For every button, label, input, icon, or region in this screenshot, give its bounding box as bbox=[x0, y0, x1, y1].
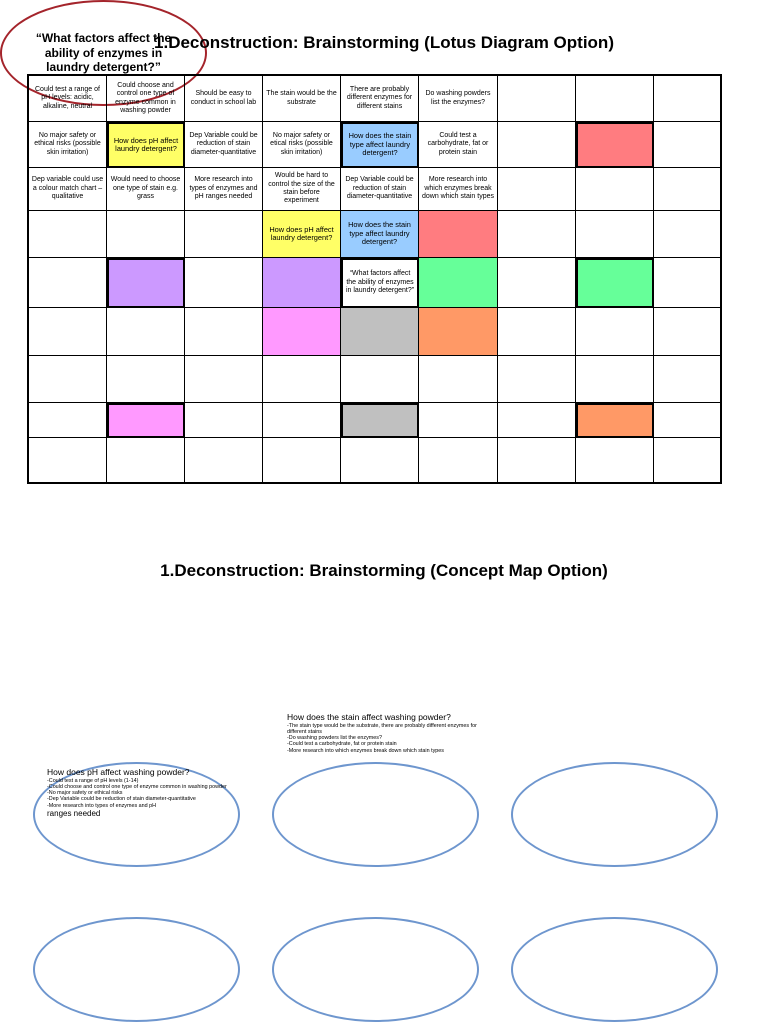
concept-map-title: 1.Deconstruction: Brainstorming (Concept Map Option) bbox=[160, 561, 608, 580]
lotus-cell bbox=[29, 403, 107, 438]
ph-note-line: -No major safety or ethical risks bbox=[47, 790, 123, 797]
lotus-cell bbox=[29, 308, 107, 356]
lotus-cell bbox=[576, 308, 654, 356]
lotus-grid bbox=[27, 74, 722, 484]
stain-note-title: How does the stain affect washing powder? bbox=[287, 712, 451, 722]
lotus-cell bbox=[576, 356, 654, 403]
ph-note-line: -More research into types of enzymes and pH bbox=[47, 802, 157, 809]
lotus-cell bbox=[263, 403, 341, 438]
lotus-cell bbox=[498, 438, 576, 482]
lotus-cell: Do washing powders list the enzymes? bbox=[419, 76, 498, 122]
lotus-cell bbox=[419, 211, 498, 258]
lotus-cell: No major safety or etical risks (possible skin irritation) bbox=[263, 122, 341, 168]
lotus-cell bbox=[107, 308, 185, 356]
lotus-cell bbox=[576, 403, 654, 438]
lotus-cell bbox=[576, 438, 654, 482]
stain-note-line: -More research into which enzymes break down which stain types bbox=[287, 747, 444, 754]
lotus-cell bbox=[29, 258, 107, 308]
lotus-cell bbox=[654, 438, 720, 482]
lotus-cell bbox=[263, 308, 341, 356]
lotus-cell bbox=[185, 356, 263, 403]
lotus-cell bbox=[654, 122, 720, 168]
lotus-cell: Would be hard to control the size of the stain before experiment bbox=[263, 168, 341, 211]
lotus-cell: Dep Variable could be reduction of stain diameter-quantitative bbox=[341, 168, 419, 211]
lotus-cell bbox=[498, 356, 576, 403]
lotus-cell: More research into types of enzymes and pH ranges needed bbox=[185, 168, 263, 211]
lotus-cell bbox=[654, 168, 720, 211]
lotus-cell: Could test a range of pH levels: acidic, alkaline, neutral bbox=[29, 76, 107, 122]
lotus-cell bbox=[263, 258, 341, 308]
lotus-cell bbox=[107, 438, 185, 482]
lotus-cell bbox=[498, 308, 576, 356]
ph-question-note bbox=[47, 768, 247, 818]
concept-oval-top-center bbox=[272, 762, 479, 867]
lotus-cell bbox=[341, 308, 419, 356]
lotus-cell: There are probably different enzymes for different stains bbox=[341, 76, 419, 122]
lotus-cell bbox=[107, 356, 185, 403]
stain-note-line: -Could test a carbohydrate, fat or protein stain bbox=[287, 741, 397, 748]
lotus-cell: Could test a carbohydrate, fat or protein stain bbox=[419, 122, 498, 168]
lotus-cell bbox=[654, 211, 720, 258]
lotus-cell: Could choose and control one type of enzyme common in washing powder bbox=[107, 76, 185, 122]
lotus-cell bbox=[341, 356, 419, 403]
lotus-cell bbox=[419, 403, 498, 438]
lotus-cell: Would need to choose one type of stain e.g. grass bbox=[107, 168, 185, 211]
lotus-cell bbox=[498, 403, 576, 438]
lotus-cell bbox=[576, 258, 654, 308]
lotus-cell bbox=[498, 76, 576, 122]
lotus-cell bbox=[498, 122, 576, 168]
lotus-cell bbox=[185, 308, 263, 356]
lotus-cell bbox=[185, 438, 263, 482]
lotus-title: 1.Deconstruction: Brainstorming (Lotus Diagram Option) bbox=[154, 33, 614, 52]
lotus-cell bbox=[498, 168, 576, 211]
lotus-cell bbox=[341, 438, 419, 482]
lotus-cell: How does the stain type affect laundry detergent? bbox=[341, 122, 419, 168]
ph-note-line: -Could test a range of pH levels (1-14) bbox=[47, 777, 139, 784]
lotus-cell: “What factors affect the ability of enzymes in laundry detergent?” bbox=[341, 258, 419, 308]
lotus-cell bbox=[185, 211, 263, 258]
lotus-cell bbox=[419, 356, 498, 403]
ph-note-line: ranges needed bbox=[47, 808, 101, 818]
concept-oval-bottom-right bbox=[511, 917, 718, 1022]
concept-oval-top-right bbox=[511, 762, 718, 867]
lotus-cell: Dep variable could use a colour match chart – qualitative bbox=[29, 168, 107, 211]
lotus-cell bbox=[263, 356, 341, 403]
lotus-cell bbox=[576, 211, 654, 258]
lotus-cell bbox=[576, 122, 654, 168]
ph-note-line: -Dep Variable could be reduction of stain diameter-quantitative bbox=[47, 796, 196, 803]
stain-note-line: -Do washing powders list the enzymes? bbox=[287, 735, 382, 742]
ph-note-title: How does pH affect washing powder? bbox=[47, 767, 190, 777]
lotus-cell: Dep Variable could be reduction of stain diameter-quantitative bbox=[185, 122, 263, 168]
lotus-cell: The stain would be the substrate bbox=[263, 76, 341, 122]
lotus-cell: No major safety or ethical risks (possible skin irritation) bbox=[29, 122, 107, 168]
lotus-cell bbox=[576, 76, 654, 122]
lotus-cell bbox=[654, 356, 720, 403]
lotus-cell bbox=[419, 308, 498, 356]
lotus-cell: Should be easy to conduct in school lab bbox=[185, 76, 263, 122]
lotus-cell bbox=[29, 211, 107, 258]
lotus-cell: How does pH affect laundry detergent? bbox=[263, 211, 341, 258]
concept-oval-bottom-left bbox=[33, 917, 240, 1022]
lotus-cell bbox=[263, 438, 341, 482]
lotus-cell: How does pH affect laundry detergent? bbox=[107, 122, 185, 168]
stain-question-note bbox=[287, 713, 477, 754]
lotus-cell bbox=[29, 438, 107, 482]
lotus-cell bbox=[185, 258, 263, 308]
lotus-cell bbox=[576, 168, 654, 211]
lotus-cell bbox=[341, 403, 419, 438]
central-question: “What factors affect the ability of enzymes in laundry detergent?” bbox=[35, 31, 172, 75]
ph-note-line: -Could choose and control one type of enzyme common in washing powder bbox=[47, 783, 227, 790]
lotus-cell: How does the stain type affect laundry detergent? bbox=[341, 211, 419, 258]
lotus-cell bbox=[185, 403, 263, 438]
lotus-cell bbox=[29, 356, 107, 403]
lotus-cell bbox=[107, 258, 185, 308]
lotus-cell bbox=[654, 258, 720, 308]
lotus-cell bbox=[654, 308, 720, 356]
lotus-cell bbox=[419, 438, 498, 482]
lotus-cell bbox=[498, 211, 576, 258]
lotus-cell: More research into which enzymes break down which stain types bbox=[419, 168, 498, 211]
lotus-cell bbox=[498, 258, 576, 308]
lotus-cell bbox=[654, 403, 720, 438]
concept-oval-bottom-center bbox=[272, 917, 479, 1022]
stain-note-line: -The stain type would be the substrate, there are probably different enzymes for different stains bbox=[287, 722, 477, 735]
lotus-cell bbox=[107, 211, 185, 258]
lotus-cell bbox=[419, 258, 498, 308]
lotus-cell bbox=[107, 403, 185, 438]
lotus-cell bbox=[654, 76, 720, 122]
